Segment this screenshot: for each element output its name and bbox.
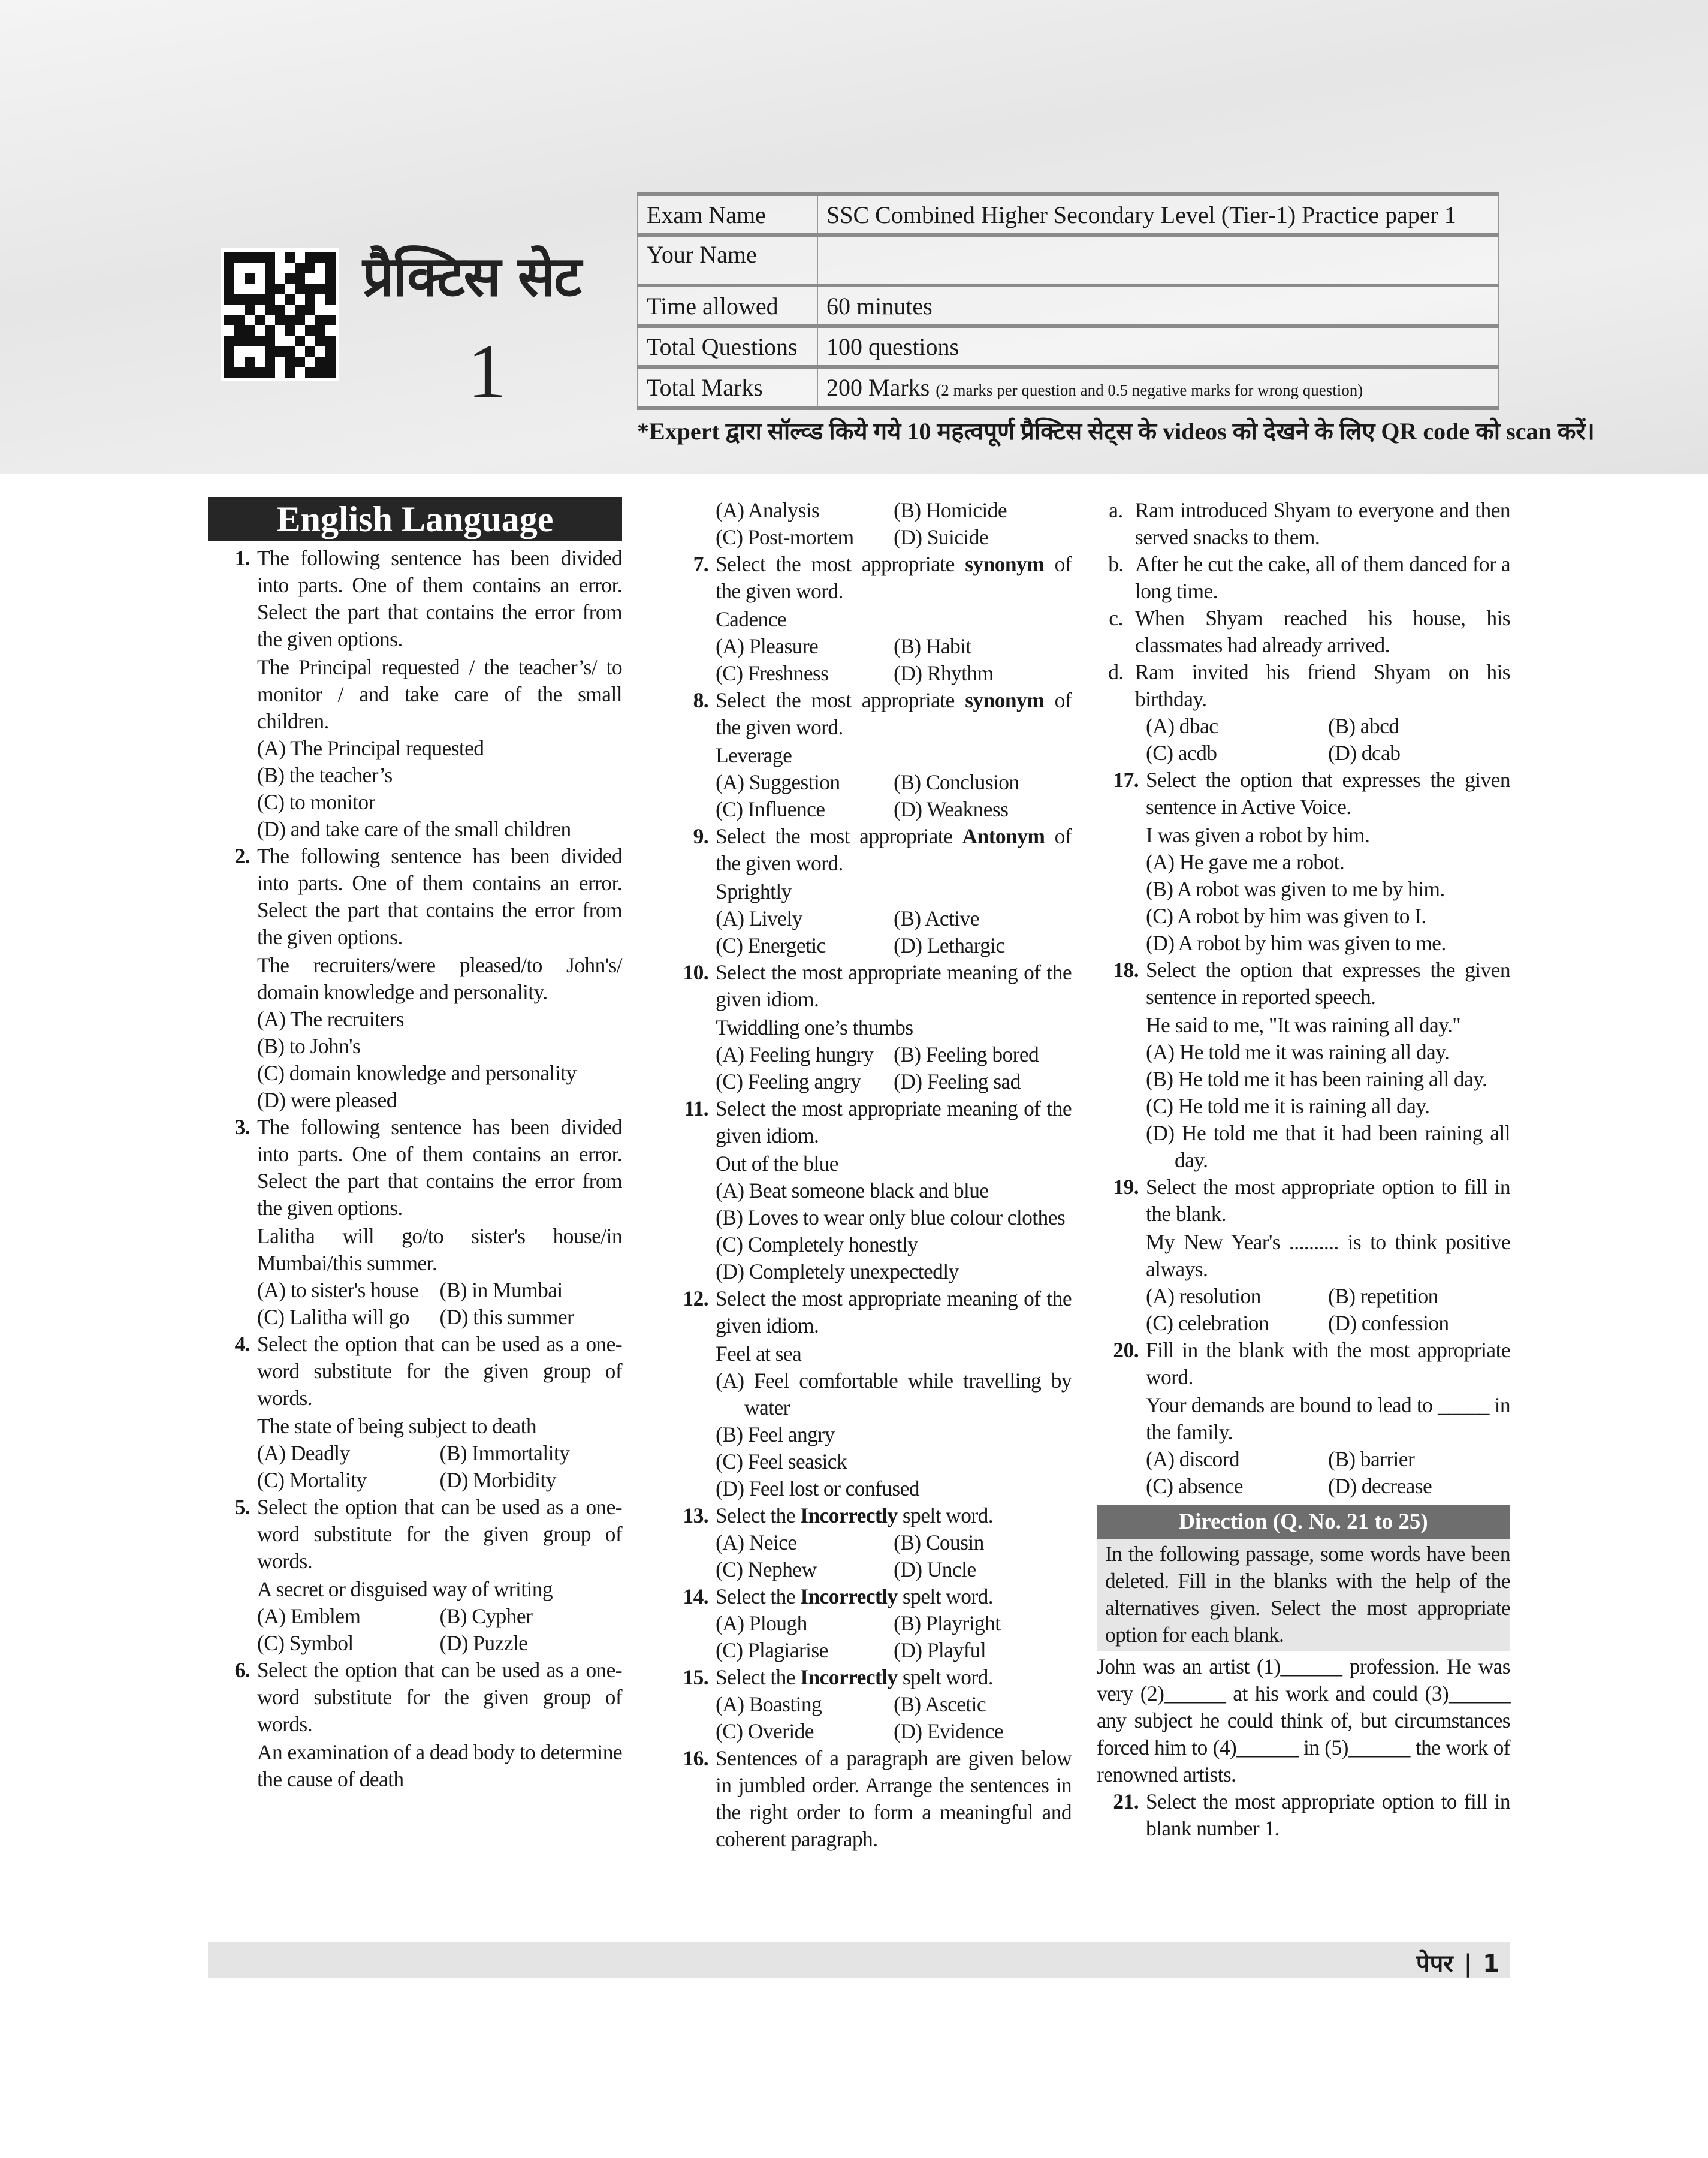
options	[716, 1041, 1072, 1095]
option-b[interactable]: (B) to John's	[257, 1034, 361, 1058]
stem-keyword: Antonym	[962, 824, 1045, 848]
options	[716, 633, 1072, 687]
question-body	[1146, 957, 1510, 1174]
options	[716, 905, 1072, 959]
column-3	[1097, 497, 1510, 1842]
question-body	[257, 1331, 622, 1494]
question-stem: Select the option that can be used as a one-word substitute for the given group of words.	[257, 1658, 622, 1736]
option-c[interactable]: (C) Energetic	[716, 933, 826, 957]
question-20	[1097, 1337, 1510, 1500]
question-body	[716, 1095, 1072, 1285]
options	[716, 1177, 1072, 1285]
question-stem	[716, 1583, 1072, 1610]
question-stem	[716, 1502, 1072, 1529]
total-marks-value	[817, 367, 1498, 408]
options	[716, 497, 1072, 551]
option-d[interactable]: (D) were pleased	[257, 1088, 397, 1112]
question-body	[716, 959, 1072, 1095]
stem-keyword: synonym	[965, 552, 1045, 576]
option-d[interactable]: (D) Weakness	[894, 797, 1009, 821]
question-body	[257, 1114, 622, 1331]
options-continued	[666, 497, 1072, 551]
question-stem: The following sentence has been divided into parts. One of them contains an error. Select the part that contains the error from the given options.	[257, 1115, 622, 1220]
options	[716, 1367, 1072, 1502]
options	[1146, 713, 1510, 767]
option-a[interactable]: (A) discord	[1146, 1447, 1240, 1471]
qr-code-icon[interactable]	[221, 248, 339, 381]
option-c[interactable]: (C) Mortality	[257, 1468, 367, 1492]
question-5	[208, 1494, 622, 1657]
option-c[interactable]: (C) Plagiarise	[716, 1638, 828, 1662]
option-c[interactable]: (C) Feel seasick	[716, 1449, 847, 1473]
column-1	[208, 497, 622, 1793]
options	[716, 1610, 1072, 1664]
options	[257, 1440, 622, 1494]
question-stem: Select the option that expresses the given sentence in reported speech.	[1146, 958, 1510, 1009]
sentence-letter: d.	[1108, 660, 1124, 684]
jumbled-sentence	[1097, 497, 1510, 551]
option-b[interactable]: (B) in Mumbai	[439, 1278, 563, 1302]
total-questions-value: 100 questions	[817, 326, 1498, 367]
option-b[interactable]: (B) Habit	[894, 634, 971, 658]
question-body	[1146, 1337, 1510, 1500]
stem-text: Select the most appropriate	[716, 688, 965, 712]
stem-text: Select the	[716, 1665, 801, 1689]
question-number: 8.	[693, 688, 708, 712]
question-number: 19.	[1113, 1175, 1139, 1199]
question-16	[666, 1745, 1072, 1853]
question-prompt: He said to me, "It was raining all day."	[1146, 1013, 1461, 1037]
option-d[interactable]: (D) Lethargic	[894, 933, 1005, 957]
stem-text: spelt word.	[897, 1665, 993, 1689]
options	[257, 1277, 622, 1331]
question-2	[208, 843, 622, 1114]
option-a[interactable]: (A) Lively	[716, 906, 802, 930]
your-name-field[interactable]	[817, 235, 1498, 285]
question-number: 9.	[693, 824, 708, 848]
option-a[interactable]: (A) He told me it was raining all day.	[1146, 1040, 1450, 1064]
time-allowed-row	[638, 285, 1498, 326]
option-c[interactable]: (C) Post-mortem	[716, 525, 854, 549]
question-number: 16.	[683, 1746, 708, 1770]
option-d[interactable]: (D) and take care of the small children	[257, 817, 571, 841]
question-number: 14.	[683, 1584, 708, 1608]
page-number	[1416, 1946, 1499, 1979]
option-a[interactable]: (A) dbac	[1146, 714, 1218, 738]
options	[1146, 849, 1510, 957]
question-1	[208, 545, 622, 843]
option-b[interactable]: (B) abcd	[1328, 714, 1399, 738]
options	[1146, 1283, 1510, 1337]
question-stem: Fill in the blank with the most appropriate word.	[1146, 1338, 1510, 1389]
question-stem: Select the most appropriate option to fill in blank number 1.	[1146, 1789, 1510, 1840]
option-a[interactable]: (A) Emblem	[257, 1604, 361, 1628]
option-a[interactable]: (A) Pleasure	[716, 634, 819, 658]
options	[257, 1006, 622, 1114]
question-prompt: My New Year's .......... is to think positive always.	[1146, 1230, 1510, 1281]
question-18	[1097, 957, 1510, 1174]
question-body	[1146, 1788, 1510, 1842]
question-number: 15.	[683, 1665, 708, 1689]
options	[257, 1603, 622, 1657]
page-footer	[208, 1942, 1510, 1978]
options	[716, 769, 1072, 823]
stem-keyword: Incorrectly	[800, 1584, 898, 1608]
question-13	[666, 1502, 1072, 1583]
option-b[interactable]: (B) Conclusion	[894, 770, 1019, 794]
question-prompt: A secret or disguised way of writing	[257, 1577, 553, 1601]
total-questions-row	[638, 326, 1498, 367]
your-name-label: Your Name	[638, 235, 817, 285]
sentence-letter: a.	[1109, 498, 1123, 522]
question-body	[716, 823, 1072, 959]
question-prompt: Twiddling one’s thumbs	[716, 1015, 913, 1039]
option-a[interactable]: (A) Boasting	[716, 1692, 822, 1716]
column-2	[666, 497, 1072, 1853]
option-b[interactable]: (B) Playright	[894, 1611, 1001, 1635]
question-19	[1097, 1174, 1510, 1337]
question-number: 10.	[683, 960, 708, 984]
options-continued	[1097, 713, 1510, 767]
question-body	[716, 551, 1072, 687]
option-c[interactable]: (C) Completely honestly	[716, 1232, 918, 1256]
option-b[interactable]: (B) barrier	[1328, 1447, 1415, 1471]
option-b[interactable]: (B) Cousin	[894, 1530, 984, 1554]
footer-separator: |	[1463, 1950, 1472, 1978]
stem-text: Select the most appropriate	[716, 552, 965, 576]
question-stem	[716, 823, 1072, 877]
question-11	[666, 1095, 1072, 1285]
jumbled-sentence	[1097, 551, 1510, 605]
question-prompt: Feel at sea	[716, 1342, 802, 1366]
question-number: 4.	[234, 1332, 250, 1356]
option-d[interactable]: (D) Puzzle	[439, 1631, 528, 1655]
option-d[interactable]: (D) Playful	[894, 1638, 986, 1662]
your-name-row	[638, 235, 1498, 285]
question-stem: Select the option that can be used as a one-word substitute for the given group of words.	[257, 1495, 622, 1573]
section-heading: English Language	[208, 497, 622, 541]
time-allowed-value: 60 minutes	[817, 285, 1498, 326]
option-c[interactable]: (C) Freshness	[716, 661, 829, 685]
option-b[interactable]: (B) Ascetic	[894, 1692, 986, 1716]
question-body	[716, 1502, 1072, 1583]
options	[716, 1529, 1072, 1583]
question-stem	[716, 687, 1072, 741]
time-allowed-label: Time allowed	[638, 285, 817, 326]
total-marks-row	[638, 367, 1498, 408]
stem-text: of the given word.	[716, 824, 1072, 875]
passage-text: John was an artist (1)______ profession. He was very (2)______ at his work and could (3)______ any subject he could think of, but circumstances forced him to (4)______ in (5)______ the work of renowned artists.	[1097, 1654, 1510, 1786]
option-c[interactable]: (C) He told me it is raining all day.	[1146, 1094, 1430, 1118]
question-stem	[716, 551, 1072, 605]
question-number: 3.	[234, 1115, 250, 1139]
practice-set-title: प्रैक्टिस सेट	[363, 245, 581, 309]
question-number: 21.	[1113, 1789, 1139, 1813]
option-d[interactable]: (D) decrease	[1328, 1474, 1432, 1498]
stem-text: of the given word.	[716, 688, 1072, 739]
qr-footnote: *Expert द्वारा सॉल्व्ड किये गये 10 महत्वपूर्ण प्रैक्टिस सेट्स के videos को देखने के लिए QR code को scan करें।	[637, 418, 1595, 445]
sentence-text: When Shyam reached his house, his classmates had already arrived.	[1135, 606, 1510, 657]
options	[716, 1691, 1072, 1745]
question-stem: Select the most appropriate meaning of the given idiom.	[716, 960, 1072, 1011]
option-d[interactable]: (D) Rhythm	[894, 661, 994, 685]
sentence-letter: b.	[1108, 552, 1124, 576]
stem-keyword: synonym	[965, 688, 1045, 712]
question-prompt: Cadence	[716, 607, 787, 631]
question-stem: The following sentence has been divided into parts. One of them contains an error. Select the part that contains the error from the given options.	[257, 546, 622, 651]
question-number: 7.	[693, 552, 708, 576]
question-number: 12.	[683, 1286, 708, 1310]
question-8	[666, 687, 1072, 823]
question-body	[716, 1664, 1072, 1745]
option-c[interactable]: (C) A robot by him was given to I.	[1146, 904, 1426, 928]
question-stem: Select the option that expresses the given sentence in Active Voice.	[1146, 768, 1510, 819]
question-number: 1.	[234, 546, 250, 570]
question-number: 6.	[234, 1658, 250, 1682]
option-a[interactable]: (A) The recruiters	[257, 1007, 404, 1031]
question-stem: The following sentence has been divided into parts. One of them contains an error. Select the part that contains the error from the given options.	[257, 844, 622, 949]
option-a[interactable]: (A) Feel comfortable while travelling by water	[716, 1369, 1072, 1419]
stem-text: spelt word.	[897, 1584, 993, 1608]
question-14	[666, 1583, 1072, 1664]
option-d[interactable]: (D) Suicide	[894, 525, 989, 549]
question-body	[1146, 767, 1510, 957]
exam-name-row	[638, 194, 1498, 235]
option-a[interactable]: (A) Plough	[716, 1611, 807, 1635]
option-b[interactable]: (B) He told me it has been raining all day.	[1146, 1067, 1487, 1091]
question-prompt: The recruiters/were pleased/to John's/ domain knowledge and personality.	[257, 953, 622, 1004]
question-stem: Select the most appropriate option to fill in the blank.	[1146, 1175, 1510, 1226]
sentence-letter: c.	[1109, 606, 1123, 630]
question-body	[257, 1494, 622, 1657]
stem-text: Select the	[716, 1584, 801, 1608]
question-9	[666, 823, 1072, 959]
question-21	[1097, 1788, 1510, 1842]
question-body	[716, 687, 1072, 823]
page-number-value: 1	[1483, 1950, 1499, 1978]
question-number: 20.	[1113, 1338, 1139, 1362]
question-stem: Select the option that can be used as a one-word substitute for the given group of words.	[257, 1332, 622, 1410]
option-c[interactable]: (C) absence	[1146, 1474, 1243, 1498]
question-prompt: The Principal requested / the teacher’s/ to monitor / and take care of the small children.	[257, 655, 622, 733]
question-prompt: I was given a robot by him.	[1146, 823, 1370, 847]
question-prompt: An examination of a dead body to determine the cause of death	[257, 1740, 622, 1791]
option-b[interactable]: (B) Homicide	[894, 498, 1007, 522]
option-b[interactable]: (B) Cypher	[439, 1604, 533, 1628]
question-15	[666, 1664, 1072, 1745]
sentence-text: After he cut the cake, all of them danced for a long time.	[1135, 552, 1510, 603]
question-number: 5.	[234, 1495, 250, 1519]
question-stem: Sentences of a paragraph are given below in jumbled order. Arrange the sentences in the right order to form a meaningful and coherent paragraph.	[716, 1746, 1072, 1851]
question-number: 11.	[684, 1096, 708, 1120]
question-12	[666, 1285, 1072, 1502]
question-body	[1146, 1174, 1510, 1337]
question-body	[716, 1285, 1072, 1502]
total-marks: 200 Marks	[826, 373, 930, 401]
option-d[interactable]: (D) this summer	[439, 1305, 574, 1329]
question-6	[208, 1657, 622, 1793]
option-d[interactable]: (D) confession	[1328, 1311, 1449, 1335]
total-questions-label: Total Questions	[638, 326, 817, 367]
option-b[interactable]: (B) repetition	[1328, 1284, 1438, 1308]
question-17	[1097, 767, 1510, 957]
exam-info-table	[637, 192, 1499, 410]
practice-set-number: 1	[467, 328, 506, 415]
marks-note: (2 marks per question and 0.5 negative marks for wrong question)	[936, 381, 1363, 399]
question-body	[257, 545, 622, 843]
total-marks-label: Total Marks	[638, 367, 817, 408]
option-a[interactable]: (A) Neice	[716, 1530, 797, 1554]
option-d[interactable]: (D) dcab	[1328, 741, 1401, 765]
options	[257, 735, 622, 843]
stem-text: spelt word.	[897, 1503, 993, 1527]
exam-name-label: Exam Name	[638, 194, 817, 235]
footer-label: पेपर	[1416, 1950, 1453, 1978]
question-number: 2.	[234, 844, 250, 868]
question-body	[716, 1745, 1072, 1853]
option-a[interactable]: (A) to sister's house	[257, 1278, 418, 1302]
option-b[interactable]: (B) Immortality	[439, 1441, 570, 1465]
options	[1146, 1446, 1510, 1500]
question-prompt: The state of being subject to death	[257, 1414, 536, 1438]
question-number: 18.	[1113, 958, 1139, 982]
option-c[interactable]: (C) Overide	[716, 1719, 814, 1743]
stem-keyword: Incorrectly	[800, 1665, 898, 1689]
option-b[interactable]: (B) Loves to wear only blue colour clothes	[716, 1205, 1066, 1229]
option-a[interactable]: (A) The Principal requested	[257, 736, 484, 760]
option-c[interactable]: (C) Feeling angry	[716, 1069, 861, 1093]
option-a[interactable]: (A) Analysis	[716, 498, 820, 522]
stem-text: Select the most appropriate	[716, 824, 962, 848]
question-number: 17.	[1113, 768, 1139, 792]
option-b[interactable]: (B) Active	[894, 906, 979, 930]
exam-name-value: SSC Combined Higher Secondary Level (Tier-1) Practice paper 1	[817, 194, 1498, 235]
option-d[interactable]: (D) Feeling sad	[894, 1069, 1021, 1093]
question-stem	[716, 1664, 1072, 1691]
jumbled-sentences	[1097, 497, 1510, 713]
question-number: 13.	[683, 1503, 708, 1527]
option-a[interactable]: (A) Suggestion	[716, 770, 840, 794]
sentence-text: Ram introduced Shyam to everyone and then served snacks to them.	[1135, 498, 1510, 549]
option-c[interactable]: (C) to monitor	[257, 790, 375, 814]
option-b[interactable]: (B) Feel angry	[716, 1422, 835, 1446]
option-d[interactable]: (D) Completely unexpectedly	[716, 1259, 959, 1283]
option-c[interactable]: (C) Nephew	[716, 1557, 817, 1581]
stem-text: of the given word.	[716, 552, 1072, 603]
option-b[interactable]: (B) Feeling bored	[894, 1042, 1039, 1066]
option-c[interactable]: (C) Symbol	[257, 1631, 354, 1655]
option-d[interactable]: (D) A robot by him was given to me.	[1146, 931, 1446, 955]
question-4	[208, 1331, 622, 1494]
option-a[interactable]: (A) Deadly	[257, 1441, 350, 1465]
option-d[interactable]: (D) Feel lost or confused	[716, 1476, 919, 1500]
direction-heading: Direction (Q. No. 21 to 25)	[1097, 1505, 1510, 1539]
question-body	[257, 843, 622, 1114]
option-c[interactable]: (C) acdb	[1146, 741, 1217, 765]
question-body	[257, 1657, 622, 1793]
option-c[interactable]: (C) Lalitha will go	[257, 1305, 409, 1329]
option-d[interactable]: (D) Uncle	[894, 1557, 976, 1581]
option-c[interactable]: (C) Influence	[716, 797, 825, 821]
options	[1146, 1039, 1510, 1174]
option-a[interactable]: (A) Beat someone black and blue	[716, 1179, 989, 1202]
jumbled-sentence	[1097, 605, 1510, 659]
option-d[interactable]: (D) Evidence	[894, 1719, 1004, 1743]
option-c[interactable]: (C) domain knowledge and personality	[257, 1061, 577, 1085]
option-b[interactable]: (B) the teacher’s	[257, 763, 393, 787]
option-b[interactable]: (B) A robot was given to me by him.	[1146, 877, 1445, 901]
option-a[interactable]: (A) resolution	[1146, 1284, 1261, 1308]
option-a[interactable]: (A) He gave me a robot.	[1146, 850, 1345, 874]
question-stem: Select the most appropriate meaning of the given idiom.	[716, 1096, 1072, 1147]
option-d[interactable]: (D) Morbidity	[439, 1468, 556, 1492]
option-d[interactable]: (D) He told me that it had been raining all day.	[1146, 1121, 1510, 1172]
question-3	[208, 1114, 622, 1331]
question-prompt: Out of the blue	[716, 1152, 838, 1176]
question-prompt: Lalitha will go/to sister's house/in Mumbai/this summer.	[257, 1224, 622, 1275]
question-10	[666, 959, 1072, 1095]
question-body	[716, 1583, 1072, 1664]
stem-keyword: Incorrectly	[800, 1503, 898, 1527]
question-7	[666, 551, 1072, 687]
option-a[interactable]: (A) Feeling hungry	[716, 1042, 874, 1066]
question-prompt: Leverage	[716, 743, 792, 767]
stem-text: Select the	[716, 1503, 801, 1527]
option-c[interactable]: (C) celebration	[1146, 1311, 1269, 1335]
question-prompt: Your demands are bound to lead to _____ in the family.	[1146, 1393, 1510, 1444]
question-prompt: Sprightly	[716, 879, 792, 903]
direction-text: In the following passage, some words have been deleted. Fill in the blanks with the help of the alternatives given. Select the most appropriate option for each blank.	[1097, 1539, 1510, 1651]
sentence-text: Ram invited his friend Shyam on his birthday.	[1135, 660, 1510, 711]
question-stem: Select the most appropriate meaning of the given idiom.	[716, 1286, 1072, 1337]
jumbled-sentence	[1097, 659, 1510, 713]
